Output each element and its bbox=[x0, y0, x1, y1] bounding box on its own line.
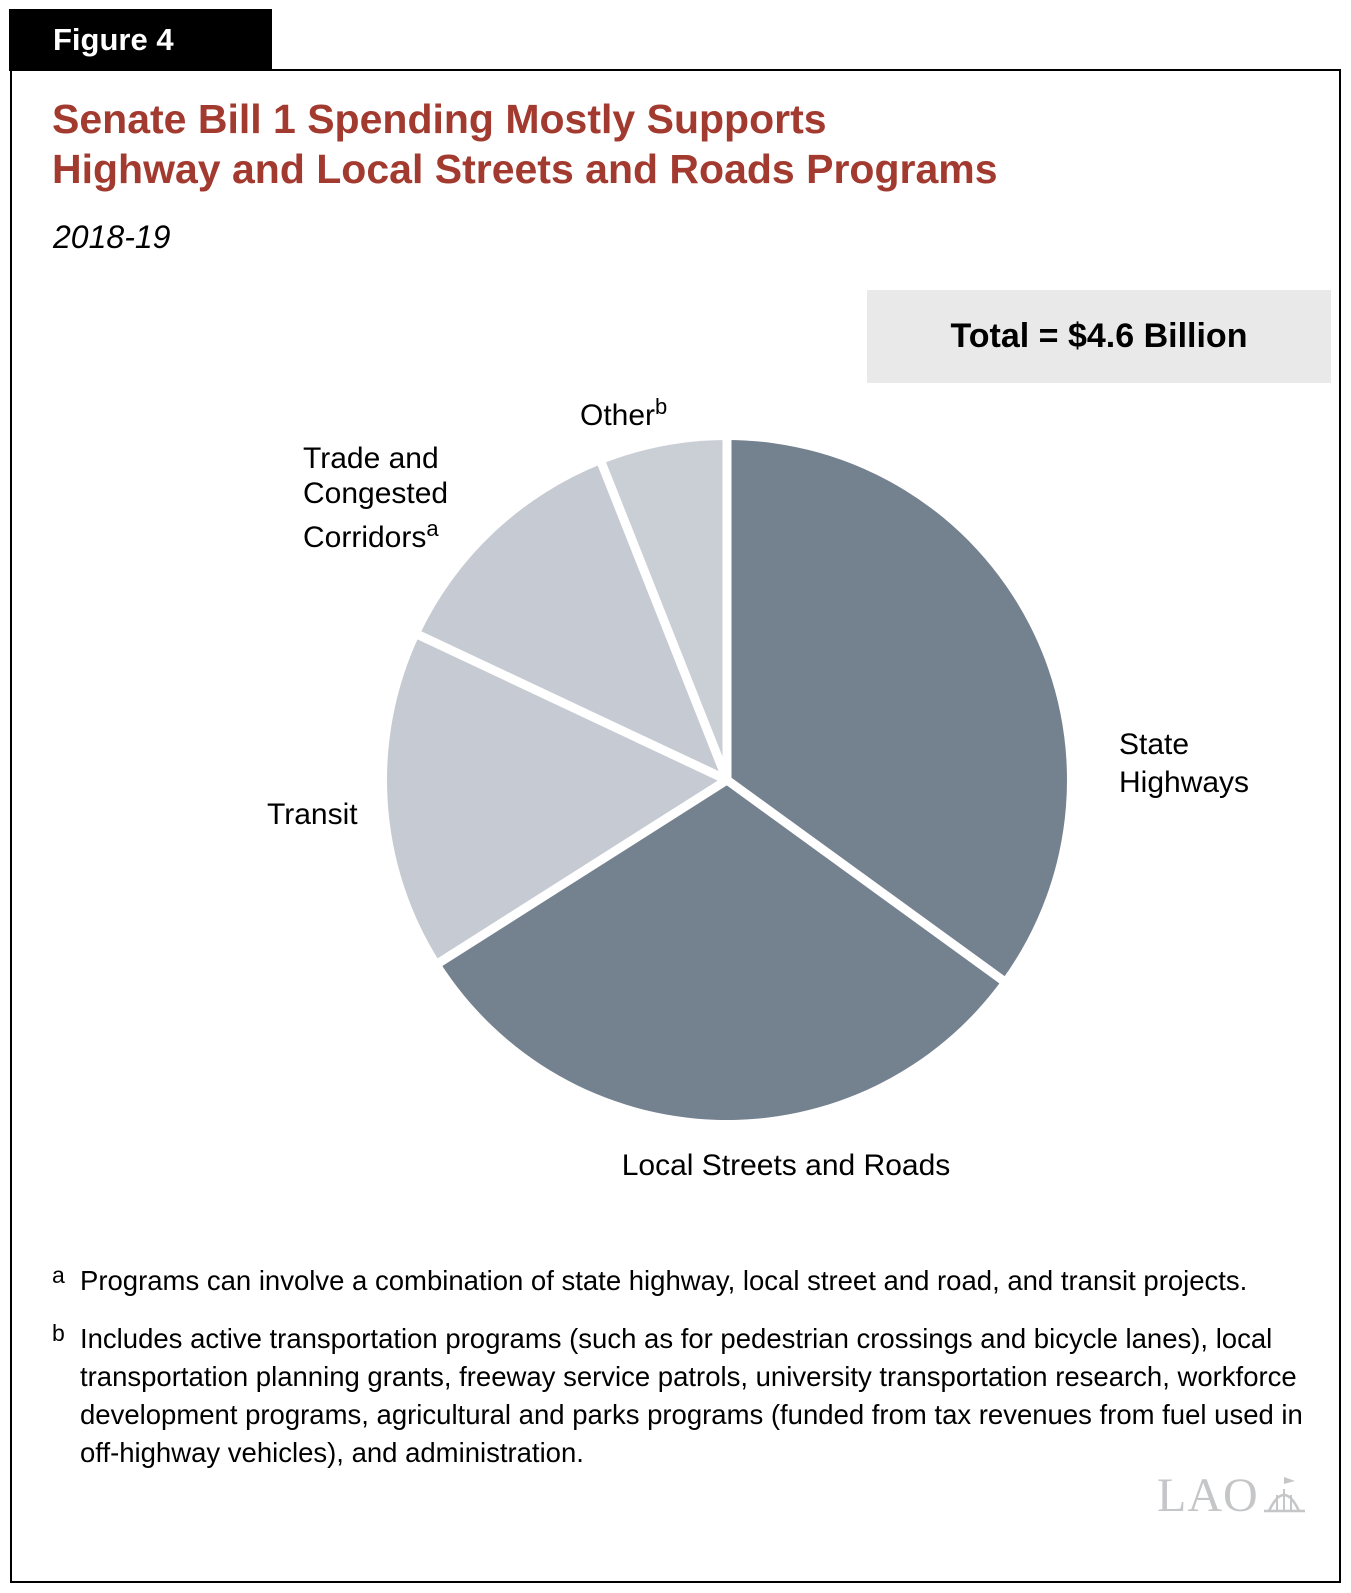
total-badge bbox=[867, 290, 1331, 383]
footnote-marker-b-ref: b bbox=[655, 394, 668, 419]
state-label-line-2: Highways bbox=[1119, 766, 1250, 799]
footnote-a-marker: a bbox=[52, 1262, 65, 1288]
title-line-1: Senate Bill 1 Spending Mostly Supports bbox=[52, 96, 827, 142]
lao-logo bbox=[1157, 1468, 1307, 1523]
footnotes bbox=[52, 1262, 1304, 1492]
trade-label-line-3-text: Corridors bbox=[303, 521, 427, 554]
figure-label bbox=[9, 9, 272, 71]
title-line-2: Highway and Local Streets and Roads Programs bbox=[52, 146, 998, 192]
page-title bbox=[52, 94, 998, 194]
footnote-b-marker: b bbox=[52, 1320, 65, 1346]
slice-label-other-text: Other bbox=[580, 399, 656, 432]
pie-chart bbox=[377, 430, 1077, 1130]
slice-label-state-highways bbox=[1119, 726, 1249, 802]
footnote-marker-a-ref: a bbox=[426, 516, 439, 541]
slice-label-trade-and-congested-corridors bbox=[303, 441, 448, 555]
trade-label-line-1: Trade and bbox=[303, 442, 439, 475]
slice-label-other bbox=[580, 389, 667, 433]
trade-label-line-3 bbox=[303, 511, 448, 555]
footnote-a-text: Programs can involve a combination of state highway, local street and road, and transit projects. bbox=[80, 1265, 1248, 1296]
fiscal-year-subtitle: 2018-19 bbox=[53, 219, 171, 255]
footnote-b bbox=[52, 1320, 1304, 1472]
trade-label-line-2: Congested bbox=[303, 477, 449, 510]
lao-logo-text: LAO bbox=[1157, 1469, 1259, 1522]
figure-label-text: Figure 4 bbox=[53, 22, 174, 57]
slice-label-local-streets-and-roads: Local Streets and Roads bbox=[621, 1149, 951, 1182]
state-label-line-1: State bbox=[1119, 728, 1190, 761]
slice-label-transit: Transit bbox=[267, 798, 358, 831]
footnote-a bbox=[52, 1262, 1304, 1300]
lao-dome-icon bbox=[1261, 1475, 1307, 1517]
footnote-b-text: Includes active transportation programs (such as for pedestrian crossings and bicycle lanes), local transportation planning grants, freeway service patrols, university transportation research, workforce development programs, agricultural and parks programs (funded from tax revenues from fuel used in off-highway vehicles), and administration. bbox=[80, 1323, 1303, 1468]
total-badge-text: Total = $4.6 Billion bbox=[950, 317, 1248, 355]
